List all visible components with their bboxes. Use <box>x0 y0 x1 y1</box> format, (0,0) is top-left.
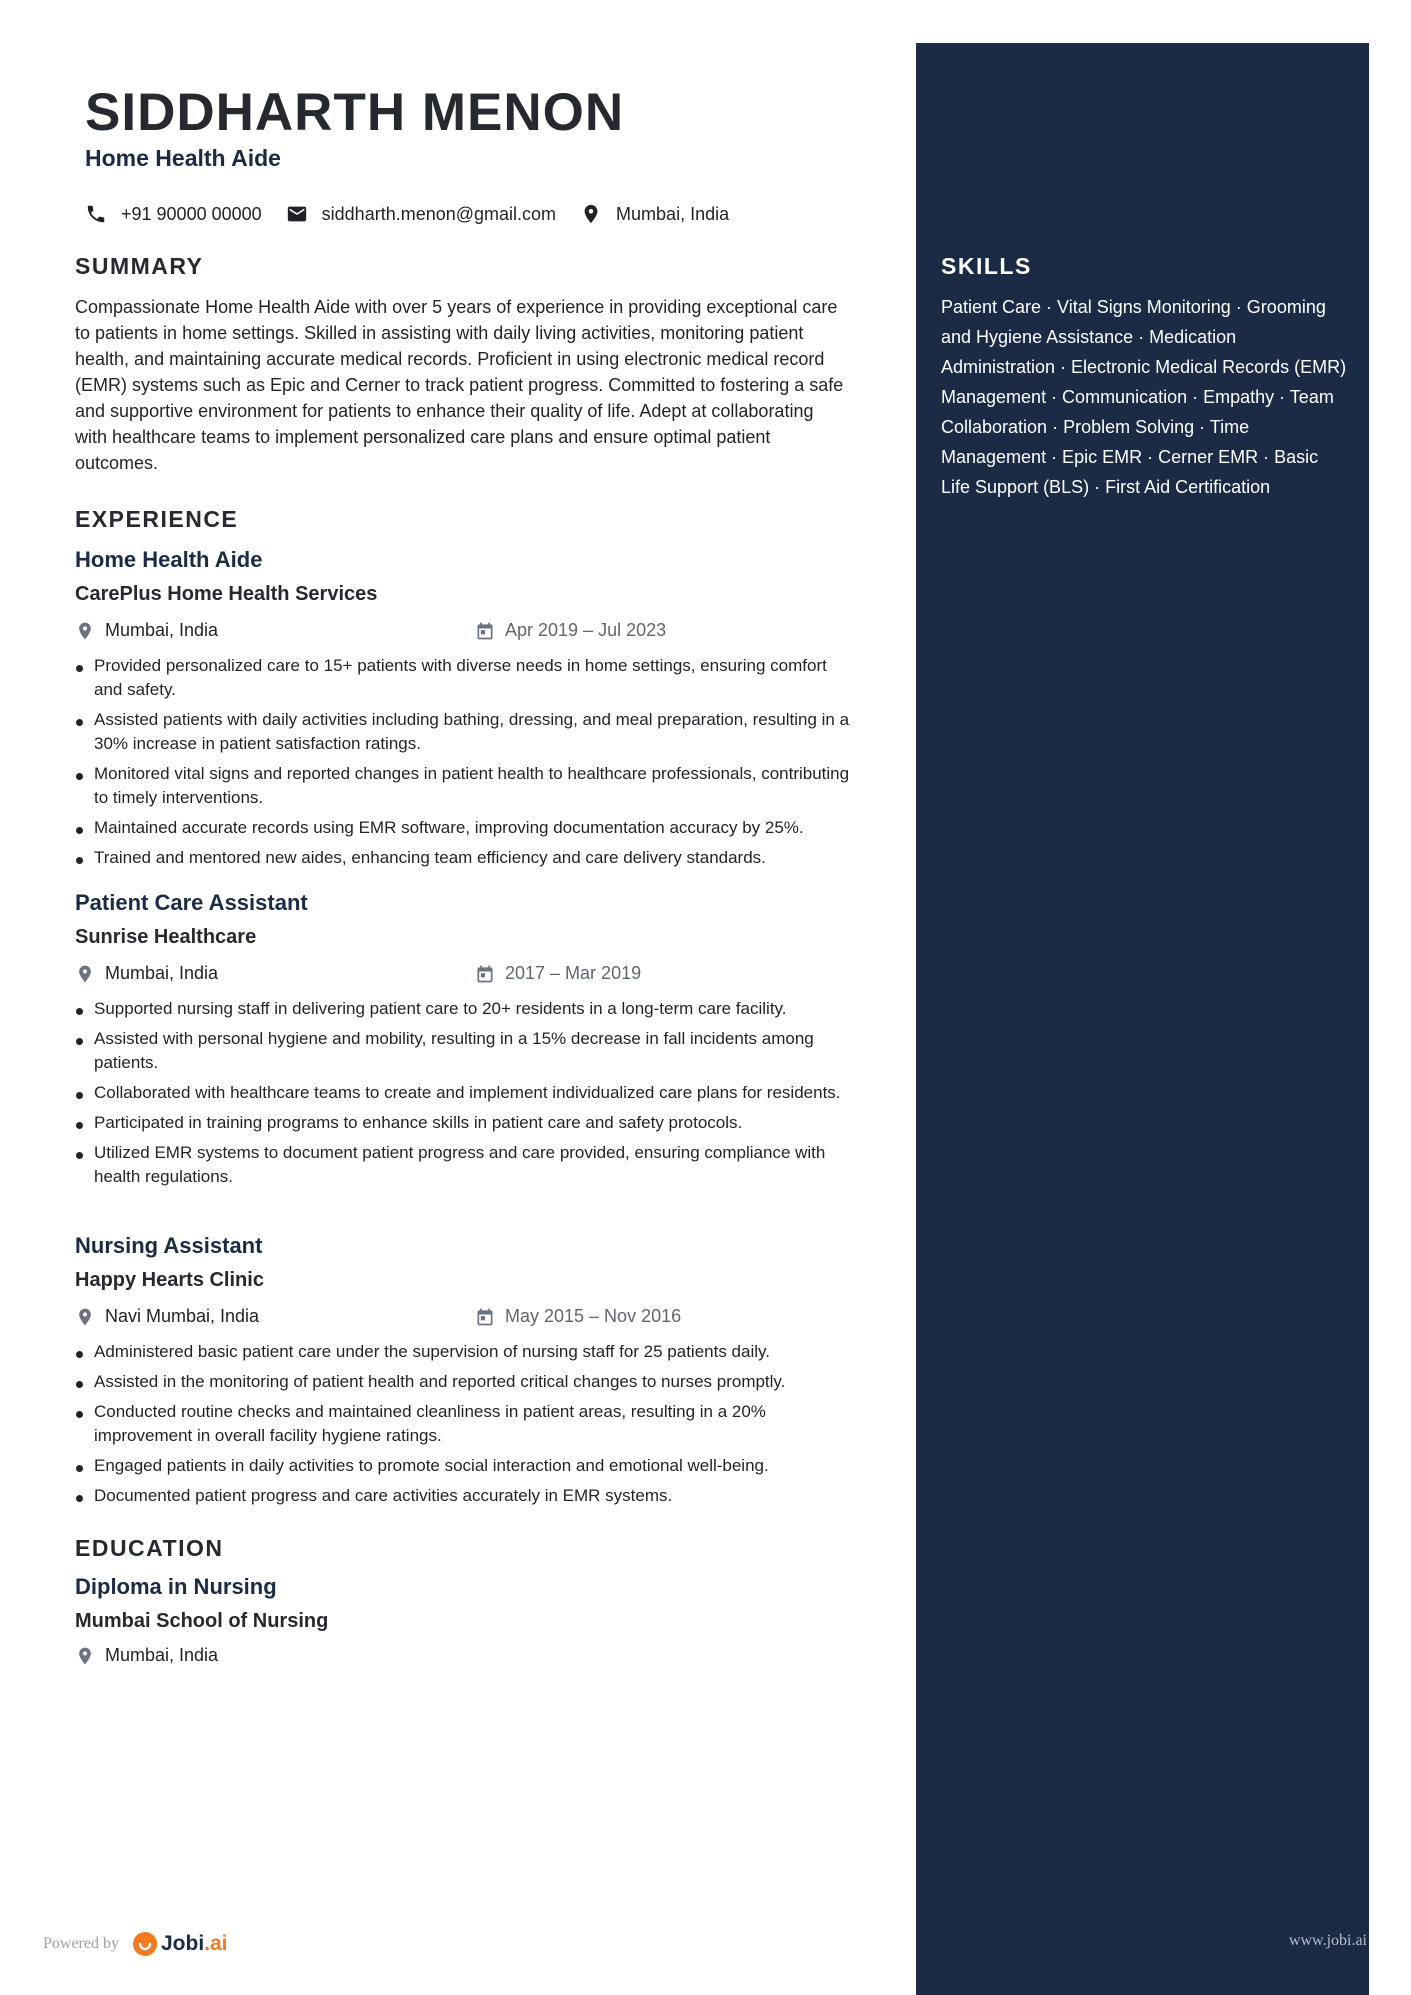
job-location <box>75 1306 259 1327</box>
contact-location <box>580 203 729 225</box>
job-company: Happy Hearts Clinic <box>75 1269 264 1291</box>
contact-phone <box>85 203 262 225</box>
job-location <box>75 963 218 984</box>
candidate-name: SIDDHARTH MENON <box>85 83 625 142</box>
powered-by <box>43 1932 228 1956</box>
education-meta <box>75 1645 855 1673</box>
bullet-item: Collaborated with healthcare teams to create and implement individualized care plans for residents. <box>75 1081 855 1105</box>
job-company: Sunrise Healthcare <box>75 926 257 948</box>
job-dates <box>475 620 666 641</box>
job-bullets <box>75 997 855 1189</box>
skills-list: Patient Care · Vital Signs Monitoring · Grooming and Hygiene Assistance · Medication Administration · Electronic Medical Records (EMR) Management · Communication · Empathy · Team Collaboration · Problem Solving · Time Management · Epic EMR · Cerner EMR · Basic Life Support (BLS) · First Aid Certification <box>941 297 1347 497</box>
bullet-item: Supported nursing staff in delivering patient care to 20+ residents in a long-term care facility. <box>75 997 855 1021</box>
education-degree: Diploma in Nursing <box>75 1574 277 1599</box>
bullet-item: Assisted with personal hygiene and mobility, resulting in a 15% decrease in fall incidents among patients. <box>75 1027 855 1075</box>
job-meta <box>75 963 855 991</box>
powered-by-text: Powered by <box>43 1935 119 1952</box>
location-pin-icon <box>75 621 95 641</box>
calendar-icon <box>475 621 495 641</box>
summary-text: Compassionate Home Health Aide with over 5 years of experience in providing exceptional care to patients in home settings. Skilled in assisting with daily living activities, monitoring patient health, and maintaining accurate medical records. Proficient in using electronic medical record (EMR) systems such as Epic and Cerner to track patient progress. Committed to fostering a safe and supportive environment for patients to enhance their quality of life. Adept at collaborating with healthcare teams to implement personalized care plans and ensure optimal patient outcomes. <box>75 297 844 473</box>
bullet-item: Utilized EMR systems to document patient progress and care provided, ensuring compliance with health regulations. <box>75 1141 855 1189</box>
job-dates-text: 2017 – Mar 2019 <box>505 963 642 983</box>
education-location-text: Mumbai, India <box>105 1645 219 1665</box>
job-title: Home Health Aide <box>75 547 263 572</box>
job-meta <box>75 1306 855 1334</box>
jobi-logo[interactable] <box>133 1932 228 1956</box>
job-entry <box>75 1230 855 1514</box>
bullet-item: Participated in training programs to enhance skills in patient care and safety protocols. <box>75 1111 855 1135</box>
location-pin-icon <box>75 1646 95 1666</box>
bullet-item: Engaged patients in daily activities to promote social interaction and emotional well-being. <box>75 1454 855 1478</box>
job-meta <box>75 620 855 648</box>
jobi-logo-name: Jobi <box>160 1932 205 1955</box>
phone-icon <box>85 203 107 225</box>
job-title: Nursing Assistant <box>75 1233 263 1258</box>
bullet-item: Monitored vital signs and reported changes in patient health to healthcare professionals, contributing to timely interventions. <box>75 762 855 810</box>
bullet-item: Maintained accurate records using EMR software, improving documentation accuracy by 25%. <box>75 816 855 840</box>
job-entry <box>75 544 855 876</box>
bullet-item: Trained and mentored new aides, enhancing team efficiency and care delivery standards. <box>75 846 855 870</box>
bullet-item: Provided personalized care to 15+ patients with diverse needs in home settings, ensuring comfort and safety. <box>75 654 855 702</box>
jobi-logo-icon <box>133 1932 157 1956</box>
job-location-text: Navi Mumbai, India <box>105 1306 260 1326</box>
email-text: siddharth.menon@gmail.com <box>321 203 557 224</box>
job-entry <box>75 887 855 1195</box>
job-location-text: Mumbai, India <box>105 620 219 640</box>
education-school: Mumbai School of Nursing <box>75 1610 329 1632</box>
calendar-icon <box>475 1307 495 1327</box>
job-company: CarePlus Home Health Services <box>75 583 378 605</box>
job-dates-text: Apr 2019 – Jul 2023 <box>505 620 667 640</box>
job-location <box>75 620 218 641</box>
education-entry <box>75 1571 855 1673</box>
job-dates <box>475 1306 681 1327</box>
bullet-item: Administered basic patient care under the supervision of nursing staff for 25 patients daily. <box>75 1340 855 1364</box>
contact-email <box>286 203 556 225</box>
location-pin-icon <box>580 203 602 225</box>
bullet-item: Documented patient progress and care activities accurately in EMR systems. <box>75 1484 855 1508</box>
contact-row <box>85 203 753 225</box>
calendar-icon <box>475 964 495 984</box>
summary-heading: SUMMARY <box>75 253 204 279</box>
jobi-logo-suffix: .ai <box>204 1932 228 1955</box>
education-heading: EDUCATION <box>75 1535 224 1561</box>
jobi-logo-text <box>161 1932 228 1956</box>
experience-heading: EXPERIENCE <box>75 506 239 532</box>
bullet-item: Conducted routine checks and maintained cleanliness in patient areas, resulting in a 20% improvement in overall facility hygiene ratings. <box>75 1400 855 1448</box>
job-dates <box>475 963 641 984</box>
education-location <box>75 1645 218 1666</box>
skills-heading: SKILLS <box>941 253 1032 279</box>
email-icon <box>286 203 308 225</box>
location-text: Mumbai, India <box>616 203 730 224</box>
job-bullets <box>75 1340 855 1508</box>
location-pin-icon <box>75 1307 95 1327</box>
site-link[interactable]: www.jobi.ai <box>1288 1932 1367 1949</box>
phone-text: +91 90000 00000 <box>121 203 262 224</box>
bullet-item: Assisted in the monitoring of patient health and reported critical changes to nurses promptly. <box>75 1370 855 1394</box>
job-title: Patient Care Assistant <box>75 890 308 915</box>
job-bullets <box>75 654 855 870</box>
bullet-item: Assisted patients with daily activities including bathing, dressing, and meal preparation, resulting in a 30% increase in patient satisfaction ratings. <box>75 708 855 756</box>
candidate-role: Home Health Aide <box>85 145 281 171</box>
job-dates-text: May 2015 – Nov 2016 <box>505 1306 682 1326</box>
job-location-text: Mumbai, India <box>105 963 219 983</box>
location-pin-icon <box>75 964 95 984</box>
